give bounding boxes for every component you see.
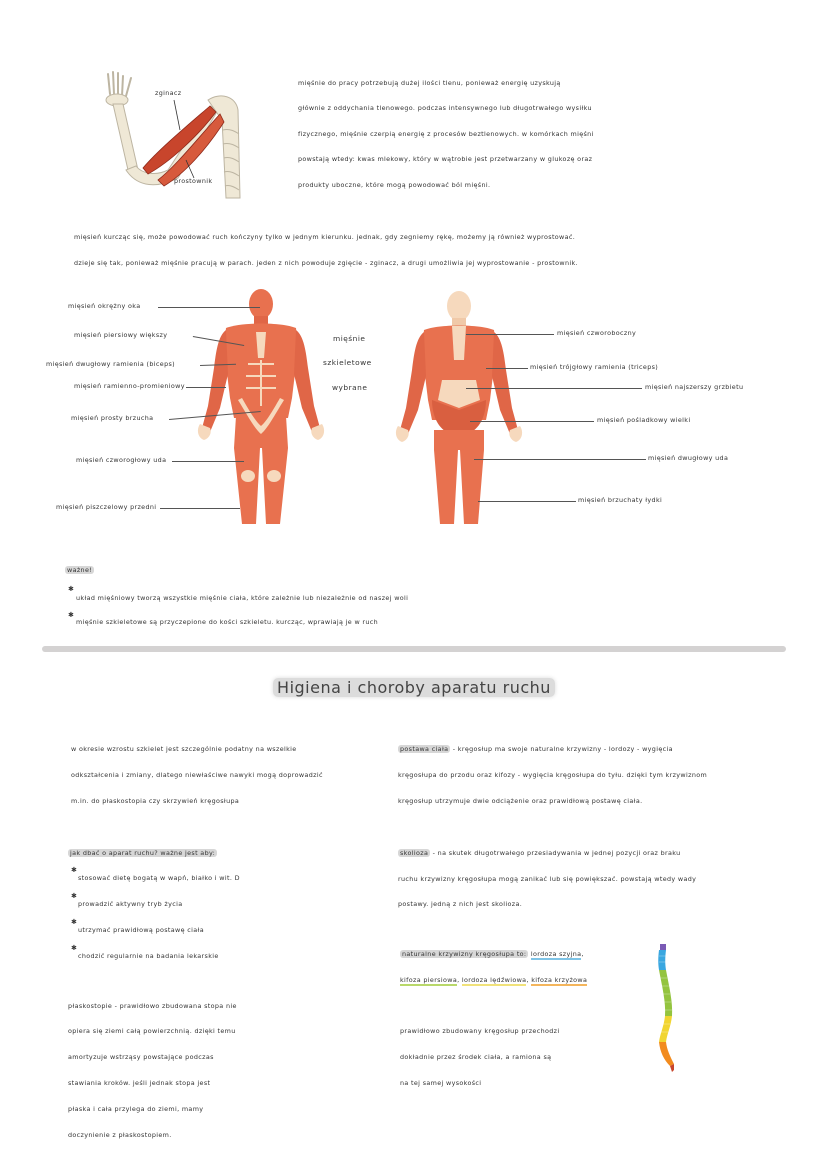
extensor-label: prostownik: [174, 177, 213, 185]
text-line: skolioza - na skutek długotrwałego przesiadywania w jednej pozycji oraz braku: [400, 849, 681, 857]
center-title-line: szkieletowe: [323, 358, 372, 367]
flexor-label: zginacz: [155, 89, 182, 97]
care-heading: jak dbać o aparat ruchu? ważne jest aby:: [70, 849, 216, 857]
back-label: mięsień brzuchaty łydki: [578, 496, 663, 504]
text-line: stawiania kroków. jeśli jednak stopa jest: [68, 1079, 211, 1087]
text-line: amortyzuje wstrząsy powstające podczas: [68, 1053, 214, 1061]
bullet-text: utrzymać prawidłową postawę ciała: [78, 926, 204, 934]
text-line: fizycznego, mięśnie czerpią energię z procesów beztlenowych. w komórkach mięśni: [298, 130, 594, 138]
text-line: prawidłowo zbudowany kręgosłup przechodzi: [400, 1027, 560, 1035]
front-label: mięsień prosty brzucha: [71, 414, 154, 422]
section-title: Higiena i choroby aparatu ruchu: [0, 678, 828, 697]
bullet-text: chodzić regularnie na badania lekarskie: [78, 952, 219, 960]
pointer-line: [158, 307, 260, 308]
back-body-muscles-icon: [394, 290, 524, 526]
text-line: płaska i cała przylega do ziemi, mamy: [68, 1105, 204, 1113]
pointer-line: [466, 334, 554, 335]
text-line: powstają wtedy: kwas mlekowy, który w wątrobie jest przetwarzany w glukozę oraz: [298, 155, 593, 163]
front-label: mięsień ramienno-promieniowy: [74, 382, 185, 390]
text-line: odkształcenia i zmiany, dlatego niewłaściwe nawyki mogą doprowadzić: [71, 771, 323, 779]
bullet-star-icon: ✱: [68, 585, 74, 593]
text-line: głównie z oddychania tlenowego. podczas intensywnego lub długotrwałego wysiłku: [298, 104, 592, 112]
pointer-line: [470, 421, 594, 422]
bullet-text: mięśnie szkieletowe są przyczepione do kości szkieletu. kurcząc, wprawiają je w ruch: [76, 618, 379, 626]
posture-term: postawa ciała: [400, 745, 449, 753]
pointer-line: [160, 508, 240, 509]
bullet-star-icon: ✱: [71, 892, 77, 900]
front-label: mięsień piersiowy większy: [74, 331, 168, 339]
pointer-line: [474, 459, 646, 460]
pointer-line: [478, 501, 576, 502]
text-line: produkty uboczne, które mogą powodować ból mięśni.: [298, 181, 491, 189]
pointer-line: [466, 388, 642, 389]
text-line: kifoza piersiowa, lordoza lędźwiowa, kifoza krzyżowa: [400, 976, 588, 984]
text-line: postawa ciała - kręgosłup ma swoje naturalne krzywizny - lordozy - wygięcia: [400, 745, 673, 753]
front-label: mięsień okrężny oka: [68, 302, 141, 310]
text-line: płaskostopie - prawidłowo zbudowana stopa nie: [68, 1002, 237, 1010]
center-title-line: mięśnie: [333, 334, 366, 343]
text-line: mięsień kurcząc się, może powodować ruch kończyny tylko w jednym kierunku. jednak, gdy zegniemy rękę, możemy ją również wyprostować.: [74, 233, 576, 241]
pointer-line: [172, 461, 244, 462]
back-label: mięsień czworoboczny: [557, 329, 637, 337]
curve-cervical: lordoza szyjna: [530, 950, 582, 958]
front-body-muscles-icon: [196, 288, 326, 526]
curve-thoracic: kifoza piersiowa: [400, 976, 458, 984]
front-label: mięsień czworogłowy uda: [76, 456, 167, 464]
text-line: kręgosłupa do przodu oraz kifozy - wygięcia kręgosłupa do tyłu. dzięki tym krzywiznom: [398, 771, 708, 779]
text-line: ruchu krzywizny kręgosłupa mogą zanikać lub się powiększać. powstają wtedy wady: [398, 875, 697, 883]
curve-sacral: kifoza krzyżowa: [531, 976, 588, 984]
scoliosis-term: skolioza: [400, 849, 429, 857]
text-line: kręgosłup utrzymuje dwie odciążenie oraz prawidłową postawę ciała.: [398, 797, 643, 805]
bullet-star-icon: ✱: [71, 944, 77, 952]
back-label: mięsień dwugłowy uda: [648, 454, 729, 462]
text-line: m.in. do płaskostopia czy skrzywień kręgosłupa: [71, 797, 240, 805]
pointer-line: [486, 368, 528, 369]
bullet-text: stosować dietę bogatą w wapń, białko i wit. D: [78, 874, 240, 882]
bullet-star-icon: ✱: [68, 611, 74, 619]
text-line: doczynienie z płaskostopiem.: [68, 1131, 172, 1139]
back-label: mięsień pośladkowy wielki: [597, 416, 691, 424]
curve-lumbar: lordoza lędźwiowa: [461, 976, 527, 984]
text-line: mięśnie do pracy potrzebują dużej ilości tlenu, ponieważ energię uzyskują: [298, 79, 561, 87]
pointer-line: [186, 387, 226, 388]
back-label: mięsień najszerszy grzbietu: [645, 383, 744, 391]
front-label: mięsień piszczelowy przedni: [56, 503, 157, 511]
front-label: mięsień dwugłowy ramienia (biceps): [46, 360, 176, 368]
spine-icon: [648, 942, 680, 1074]
text-line: na tej samej wysokości: [400, 1079, 482, 1087]
bullet-star-icon: ✱: [71, 866, 77, 874]
text-line: naturalne krzywizny kręgosłupa to: lordoza szyjna,: [402, 950, 584, 958]
section-divider: [42, 646, 786, 652]
bullet-text: prowadzić aktywny tryb życia: [78, 900, 183, 908]
important-heading: ważne!: [67, 566, 93, 574]
text-line: dokładnie przez środek ciała, a ramiona są: [400, 1053, 552, 1061]
text-line: w okresie wzrostu szkielet jest szczególnie podatny na wszelkie: [71, 745, 297, 753]
bullet-text: układ mięśniowy tworzą wszystkie mięśnie ciała, które zależnie lub niezależnie od naszej woli: [76, 594, 409, 602]
text-line: dzieje się tak, ponieważ mięśnie pracują w parach. jeden z nich powoduje zgięcie - zginacz, a drugi umożliwia jej wyprostowanie - prostownik.: [74, 259, 578, 267]
bullet-star-icon: ✱: [71, 918, 77, 926]
center-title-line: wybrane: [332, 383, 368, 392]
text-line: postawy. jedną z nich jest skolioza.: [398, 900, 523, 908]
back-label: mięsień trójgłowy ramienia (triceps): [530, 363, 659, 371]
text-line: opiera się ziemi całą powierzchnią. dzięki temu: [68, 1027, 236, 1035]
